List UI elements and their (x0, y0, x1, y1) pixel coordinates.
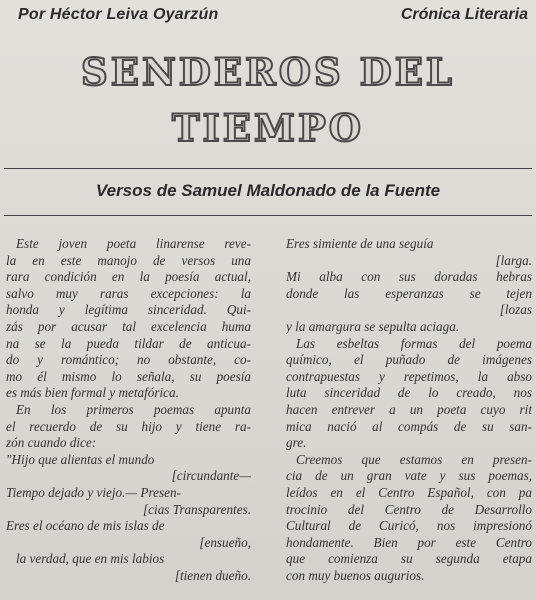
right-line: Cultural de Curicó, nos impresionó (286, 518, 532, 534)
left-line: rara condición en la poesía actual, (6, 269, 251, 285)
right-line: que comienza su segunda etapa (286, 551, 532, 567)
left-line: [ensueño, (199, 534, 251, 550)
left-line: [circundante— (171, 468, 251, 484)
author-byline: Por Héctor Leiva Oyarzún (18, 6, 219, 23)
left-line: Tiempo dejado y viejo.— Presen- (6, 484, 181, 500)
right-line: hondamente. Bien por este Centro (286, 534, 532, 550)
right-line: luta sinceridad de lo creado, nos (286, 385, 532, 401)
left-line: [cias Transparentes. (143, 501, 251, 517)
left-line: la en este manojo de versos una (6, 252, 251, 268)
article-subtitle: Versos de Samuel Maldonado de la Fuente (95, 181, 441, 200)
right-column (286, 236, 532, 584)
right-line: gre. (286, 435, 307, 451)
left-line: honda y legítima sinceridad. Qui- (6, 302, 251, 318)
left-line: el recuerdo de su hijo y tiene ra- (6, 418, 251, 434)
left-line: salvo muy raras excepciones: la (6, 285, 251, 301)
left-line: na se la pueda tildar de anticua- (6, 335, 251, 351)
right-line: donde las esperanzas se tejen (286, 285, 532, 301)
right-line: Creemos que estamos en presen- (296, 451, 532, 467)
left-line: Eres el océano de mis islas de (6, 518, 165, 534)
left-line: Este joven poeta linarense reve- (16, 236, 251, 251)
rule-top (4, 168, 532, 169)
headline-line-2: TIEMPO (171, 106, 365, 150)
headline-line-1: SENDEROS DEL (81, 50, 455, 94)
right-line: leídos en el Centro Español, con pa (286, 484, 532, 500)
left-line: [tienen dueño. (174, 567, 251, 583)
rule-bottom (4, 215, 532, 216)
left-line: es más bien formal y metafórica. (6, 385, 179, 401)
right-line: mica nació al compás de su san- (286, 418, 532, 434)
right-line: cia de un gran vate y sus poemas, (286, 468, 532, 484)
right-line: Mi alba con sus doradas hebras (286, 269, 532, 285)
right-line: y la amargura se sepulta aciaga. (286, 318, 460, 334)
right-line: con muy buenos augurios. (286, 567, 425, 583)
left-line: la verdad, que en mis labios (16, 551, 165, 567)
left-column (6, 236, 251, 584)
right-line: [lozas (499, 302, 532, 318)
header-row (8, 6, 528, 30)
section-label: Crónica Literaria (400, 6, 528, 23)
right-line: químico, el puñado de imágenes (286, 352, 532, 368)
left-line: zón cuando dice: (6, 435, 97, 451)
right-line: hacen entrever a un poeta cuyo rit (286, 401, 532, 417)
right-line: Eres simiente de una seguía (286, 236, 434, 251)
left-line: En los primeros poemas apunta (16, 401, 251, 417)
left-line: zás por acusar tal excelencia huma (6, 318, 251, 334)
left-line: "Hijo que alientas el mundo (6, 451, 155, 467)
right-line: Las esbeltas formas del poema (296, 335, 532, 351)
right-line: [larga. (495, 252, 532, 268)
left-line: mo él mismo lo señala, su poesía (6, 368, 251, 384)
left-line: do y romántico; no obstante, co- (6, 352, 251, 368)
right-line: trocinio del Centro de Desarrollo (286, 501, 532, 517)
right-line: contrapuestas y repetimos, la abso (286, 368, 532, 384)
